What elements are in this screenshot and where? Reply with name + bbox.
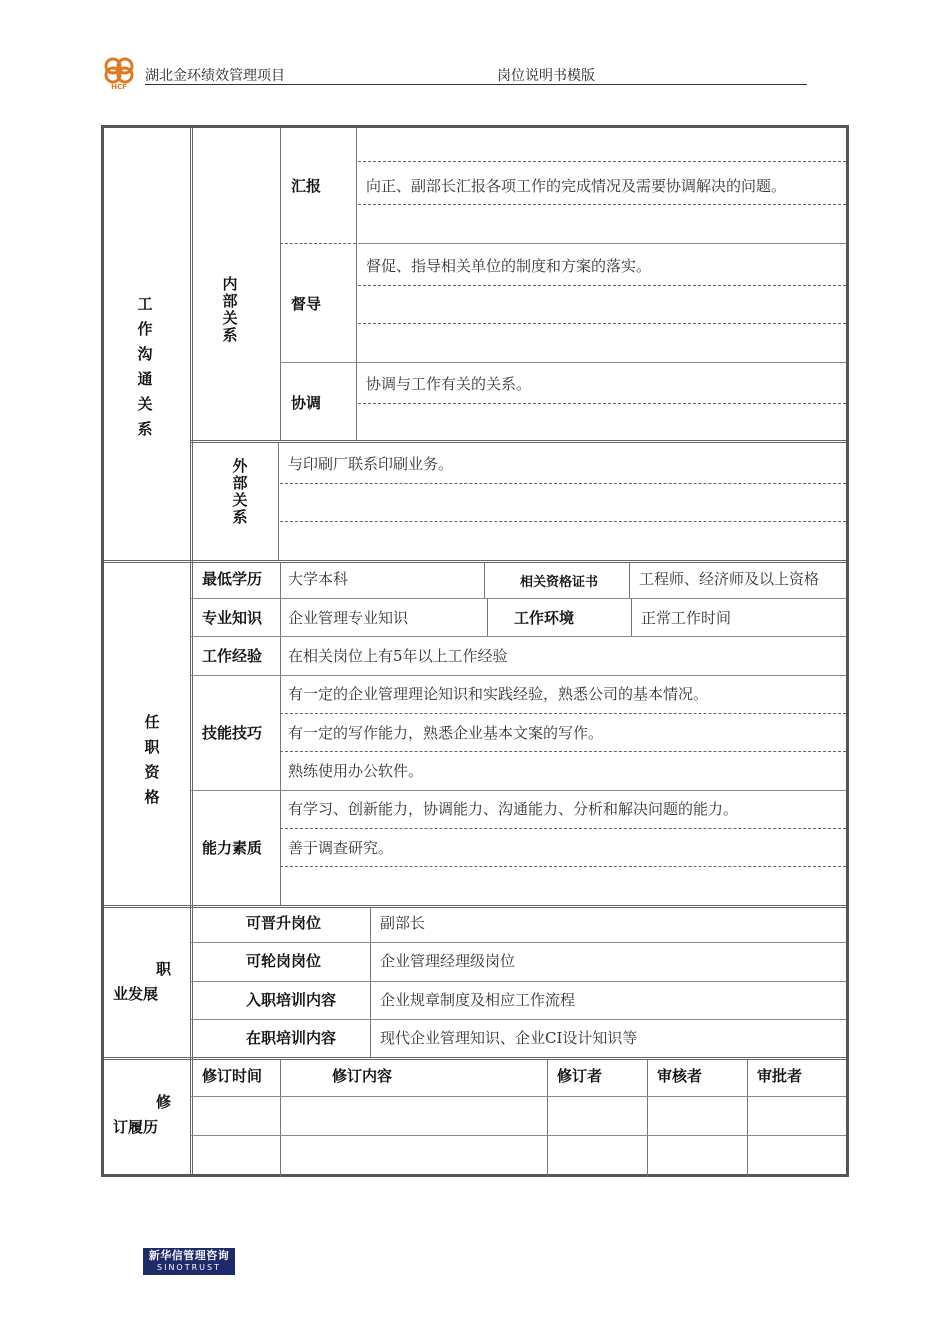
edu-bottom: [190, 598, 846, 599]
rotation-label: 可轮岗岗位: [246, 952, 322, 970]
external-relations-label: 外部关系: [232, 457, 248, 526]
report-label-bottom: [280, 243, 356, 244]
external-text: 与印刷厂联系印刷业务。: [288, 455, 454, 473]
ability-item-1: 有学习、创新能力，协调能力、沟通能力、分析和解决问题的能力。: [288, 800, 739, 818]
section2-bottom: [104, 905, 846, 908]
footer-logo-line1: 新华信管理咨询: [148, 1249, 230, 1262]
promotion-value: 副部长: [380, 914, 426, 932]
education-label: 最低学历: [202, 570, 263, 588]
career-row-1-bottom: [190, 942, 846, 943]
report-label: 汇报: [291, 177, 322, 195]
rev-row-2-bottom: [190, 1135, 846, 1136]
ability-item-2: 善于调查研究。: [288, 839, 394, 857]
skill-dash-2: [280, 751, 846, 752]
skill-item-3: 熟练使用办公软件。: [288, 762, 424, 780]
skill-dash-1: [280, 713, 846, 714]
supervise-dash-1: [358, 285, 846, 286]
rev-header-approver: 审批者: [757, 1067, 803, 1085]
experience-value: 在相关岗位上有5年以上工作经验: [288, 647, 508, 665]
skills-label: 技能技巧: [202, 724, 263, 742]
edu-divider-2: [629, 562, 630, 598]
rev-header-reviser: 修订者: [557, 1067, 603, 1085]
revision-section-label-b: 订履历: [113, 1118, 159, 1136]
env-label: 工作环境: [514, 609, 575, 627]
supervise-label: 督导: [291, 295, 322, 313]
rev-col-4: [747, 1059, 748, 1177]
qualification-section-label: 任职资格: [144, 713, 160, 806]
coordinate-text: 协调与工作有关的关系。: [366, 375, 532, 393]
internal-external-divider: [190, 440, 846, 443]
edu-divider-1: [484, 562, 485, 598]
knowledge-label: 专业知识: [202, 609, 263, 627]
supervise-dash-2: [358, 323, 846, 324]
footer-logo-line2: SINOTRUST: [157, 1263, 221, 1272]
job-description-table: [101, 125, 849, 1177]
internal-divider: [280, 128, 281, 441]
rev-row-1-bottom: [190, 1096, 846, 1097]
career-section-label-a: 职: [156, 960, 172, 978]
skill-item-1: 有一定的企业管理理论知识和实践经验，熟悉公司的基本情况。: [288, 685, 709, 703]
ability-dash-2: [280, 866, 846, 867]
know-bottom: [190, 636, 846, 637]
know-divider-2: [631, 598, 632, 636]
communication-section-label: 工作沟通关系: [137, 295, 153, 438]
env-value: 正常工作时间: [641, 609, 732, 627]
external-dash-2: [280, 521, 846, 522]
hcf-logo-icon: [100, 56, 138, 90]
report-dash-1: [358, 161, 846, 162]
inservice-training-label: 在职培训内容: [246, 1029, 337, 1047]
report-dash-2: [358, 204, 846, 205]
type-divider: [356, 128, 357, 441]
internal-relations-label: 内部关系: [222, 275, 238, 344]
project-title: 湖北金环绩效管理项目: [145, 68, 285, 84]
supervise-text: 督促、指导相关单位的制度和方案的落实。: [366, 257, 652, 275]
rev-col-3: [647, 1059, 648, 1177]
section1-bottom: [104, 560, 846, 563]
external-dash-1: [280, 483, 846, 484]
external-divider: [278, 442, 279, 560]
report-bottom: [358, 243, 846, 244]
onboarding-training-label: 入职培训内容: [246, 991, 337, 1009]
rotation-value: 企业管理经理级岗位: [380, 952, 516, 970]
revision-section-label-a: 修: [156, 1093, 172, 1111]
onboarding-training-value: 企业规章制度及相应工作流程: [380, 991, 576, 1009]
skill-item-2: 有一定的写作能力，熟悉企业基本文案的写作。: [288, 724, 604, 742]
promotion-label: 可晋升岗位: [246, 914, 322, 932]
ability-label: 能力素质: [202, 839, 263, 857]
logo-text: HCF: [111, 83, 127, 90]
section3-bottom: [104, 1057, 846, 1060]
skills-bottom: [190, 790, 846, 791]
header-rule: [145, 84, 807, 85]
career-divider: [370, 907, 371, 1057]
inservice-training-value: 现代企业管理知识、企业CI设计知识等: [380, 1029, 638, 1047]
cert-label: 相关资格证书: [520, 575, 599, 590]
rev-header-content: 修订内容: [332, 1067, 393, 1085]
rev-header-reviewer: 审核者: [657, 1067, 703, 1085]
cert-value: 工程师、经济师及以上资格: [639, 570, 820, 588]
report-text: 向正、副部长汇报各项工作的完成情况及需要协调解决的问题。: [366, 177, 787, 195]
coordinate-label: 协调: [291, 394, 322, 412]
education-value: 大学本科: [288, 570, 349, 588]
qual-label-divider: [280, 562, 281, 906]
rev-header-time: 修订时间: [202, 1067, 263, 1085]
section-divider: [190, 128, 193, 1174]
ability-dash-1: [280, 828, 846, 829]
rev-col-2: [547, 1059, 548, 1177]
sinotrust-logo: [143, 1248, 235, 1275]
exp-bottom: [190, 675, 846, 676]
coordinate-dash: [358, 403, 846, 404]
career-row-3-bottom: [190, 1019, 846, 1020]
rev-col-1: [280, 1059, 281, 1177]
document-title: 岗位说明书模版: [497, 68, 595, 84]
experience-label: 工作经验: [202, 647, 263, 665]
supervise-bottom: [280, 362, 846, 363]
knowledge-value: 企业管理专业知识: [288, 609, 409, 627]
know-divider-1: [487, 598, 488, 636]
career-section-label-b: 业发展: [113, 985, 159, 1003]
career-row-2-bottom: [190, 981, 846, 982]
